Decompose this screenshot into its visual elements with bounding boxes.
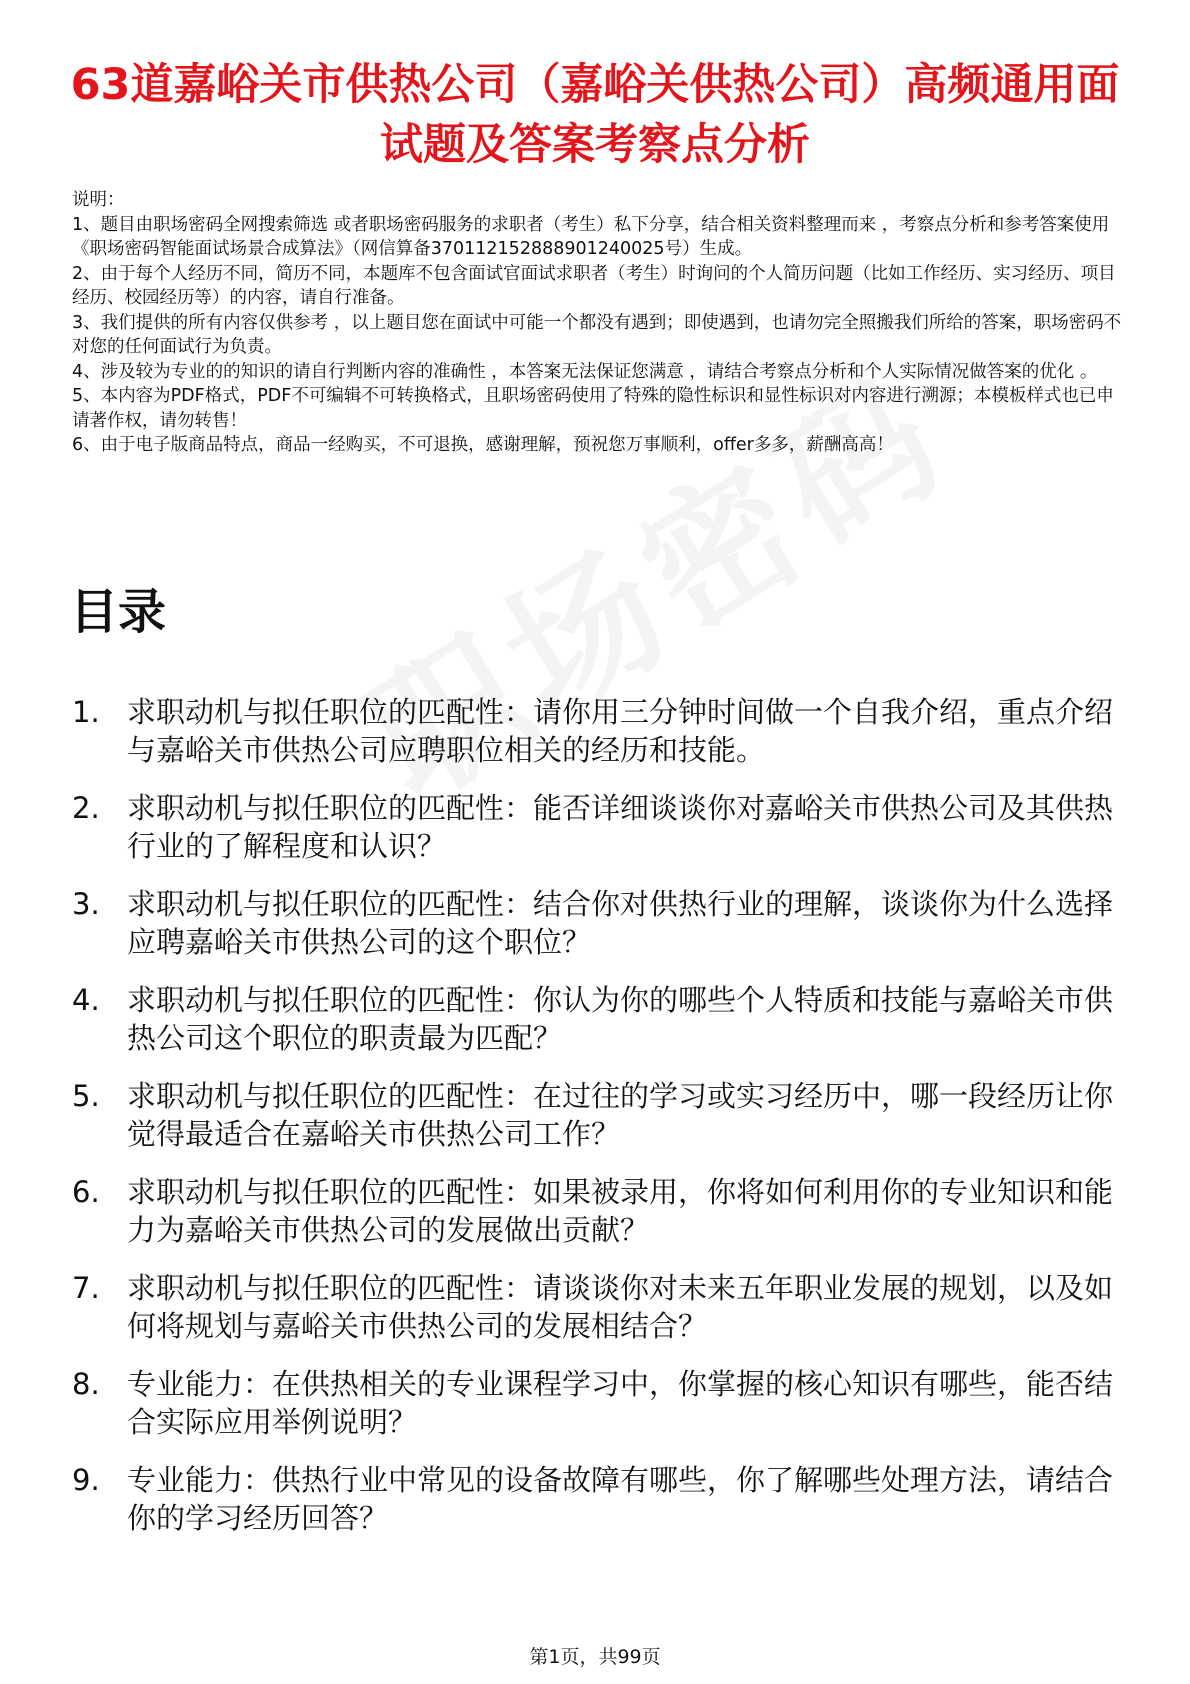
toc-item-text: 求职动机与拟任职位的匹配性：在过往的学习或实习经历中，哪一段经历让你觉得最适合在嘉峪关市供热公司工作？ [127, 1079, 1114, 1151]
notes-section [72, 188, 1122, 458]
page-number: 第1页，共99页 [529, 1646, 661, 1668]
toc-item-text: 专业能力：供热行业中常见的设备故障有哪些，你了解哪些处理方法，请结合你的学习经历回答？ [127, 1463, 1114, 1535]
toc-item-text: 求职动机与拟任职位的匹配性：请你用三分钟时间做一个自我介绍，重点介绍与嘉峪关市供热公司应聘职位相关的经历和技能。 [127, 695, 1114, 767]
note-item: 3、我们提供的所有内容仅供参考 ，以上题目您在面试中可能一个都没有遇到；即使遇到，也请勿完全照搬我们所给的答案，职场密码不对您的任何面试行为负责。 [72, 312, 1122, 357]
toc-item[interactable] [72, 789, 1132, 865]
toc-item[interactable] [72, 1173, 1132, 1249]
toc-item[interactable] [72, 1077, 1132, 1153]
toc-item-text: 求职动机与拟任职位的匹配性：能否详细谈谈你对嘉峪关市供热公司及其供热行业的了解程度和认识？ [127, 791, 1114, 863]
notes-heading: 说明： [72, 190, 125, 210]
toc-item-text: 求职动机与拟任职位的匹配性：请谈谈你对未来五年职业发展的规划，以及如何将规划与嘉峪关市供热公司的发展相结合？ [127, 1271, 1114, 1343]
toc-item-number: 5. [72, 1079, 100, 1113]
toc-item-text: 求职动机与拟任职位的匹配性：如果被录用，你将如何利用你的专业知识和能力为嘉峪关市供热公司的发展做出贡献？ [127, 1175, 1114, 1247]
toc-item-number: 6. [72, 1175, 100, 1209]
toc-item-number: 2. [72, 791, 100, 825]
note-item: 6、由于电子版商品特点，商品一经购买，不可退换，感谢理解，预祝您万事顺利，offer多多，薪酬高高！ [72, 435, 894, 455]
note-item: 4、涉及较为专业的的知识的请自行判断内容的准确性 ，本答案无法保证您满意 ，请结合考察点分析和个人实际情况做答案的优化 。 [72, 361, 1098, 382]
toc-item-number: 3. [72, 887, 100, 921]
note-item: 1、题目由职场密码全网搜索筛选 或者职场密码服务的求职者（考生）私下分享，结合相关资料整理而来 ，考察点分析和参考答案使用《职场密码智能面试场景合成算法》（网信算备370112152888901240025号）生成。 [72, 214, 1110, 259]
toc-heading: 目录 [70, 584, 167, 640]
toc-item-number: 9. [72, 1463, 100, 1497]
toc-item-number: 7. [72, 1271, 100, 1305]
note-item: 5、本内容为PDF格式，PDF不可编辑不可转换格式，且职场密码使用了特殊的隐性标识和显性标识对内容进行溯源；本模板样式也已申请著作权，请勿转售！ [72, 386, 1114, 431]
toc-item-number: 4. [72, 983, 100, 1017]
toc-item-number: 8. [72, 1367, 100, 1401]
toc-item[interactable] [72, 981, 1132, 1057]
note-item: 2、由于每个人经历不同，简历不同，本题库不包含面试官面试求职者（考生）时询问的个人简历问题（比如工作经历、实习经历、项目经历、校园经历等）的内容，请自行准备。 [72, 263, 1116, 308]
toc-item-number: 1. [72, 695, 100, 729]
toc-item-text: 求职动机与拟任职位的匹配性：结合你对供热行业的理解，谈谈你为什么选择应聘嘉峪关市供热公司的这个职位？ [127, 887, 1114, 959]
toc-item[interactable] [72, 1365, 1132, 1441]
toc-item[interactable] [72, 885, 1132, 961]
toc-item[interactable] [72, 1461, 1132, 1537]
page-title: 63道嘉峪关市供热公司（嘉峪关供热公司）高频通用面试题及答案考察点分析 [70, 60, 1120, 170]
table-of-contents [72, 693, 1132, 1557]
toc-item-text: 专业能力：在供热相关的专业课程学习中，你掌握的核心知识有哪些，能否结合实际应用举例说明？ [127, 1367, 1114, 1439]
toc-item[interactable] [72, 693, 1132, 769]
toc-item-text: 求职动机与拟任职位的匹配性：你认为你的哪些个人特质和技能与嘉峪关市供热公司这个职位的职责最为匹配？ [127, 983, 1114, 1055]
toc-item[interactable] [72, 1269, 1132, 1345]
